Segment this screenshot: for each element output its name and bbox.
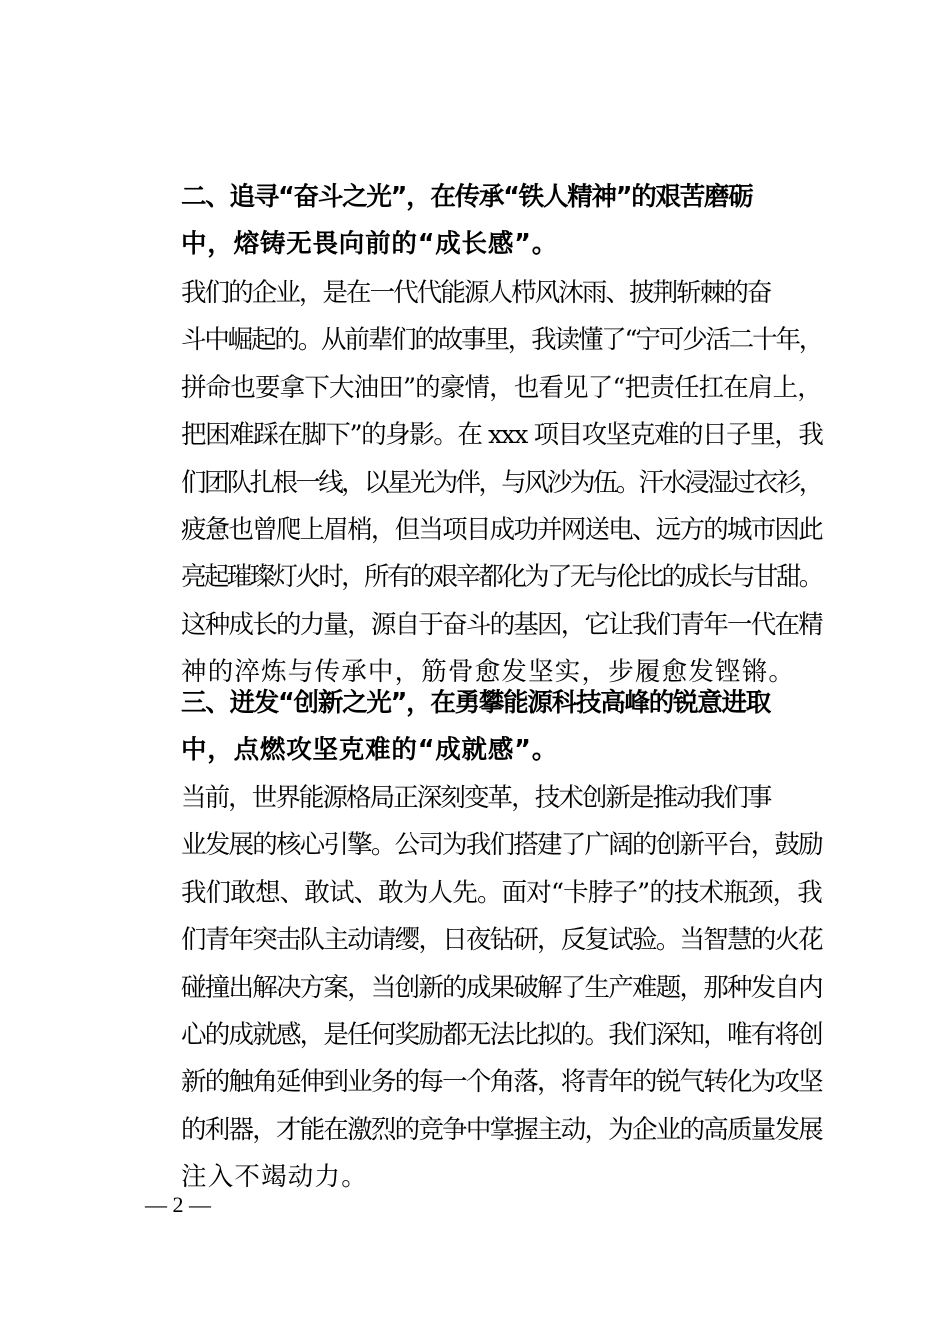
- paragraph-line: 注入不竭动力。: [181, 1162, 368, 1193]
- paragraph-line: 斗中崛起的。从前辈们的故事里，我读懂了“宁可少活二十年，: [181, 325, 823, 356]
- page-number: — 2 —: [145, 1192, 211, 1217]
- paragraph-line: 疲惫也曾爬上眉梢，但当项目成功并网送电、远方的城市因此: [181, 515, 822, 546]
- section-2-heading: [130, 174, 822, 269]
- section-3-heading: [130, 680, 822, 775]
- heading-line: 三、迸发“创新之光”，在勇攀能源科技高峰的锐意进取: [181, 688, 771, 718]
- paragraph-line: 新的触角延伸到业务的每一个角落，将青年的锐气转化为攻坚: [181, 1067, 822, 1098]
- paragraph-line: 神的淬炼与传承中，筋骨愈发坚实，步履愈发铿锵。: [181, 657, 796, 688]
- paragraph-line: 的利器，才能在激烈的竞争中掌握主动，为企业的高质量发展: [181, 1114, 822, 1145]
- paragraph-line: 把困难踩在脚下”的身影。在 xxx 项目攻坚克难的日子里，我: [181, 420, 823, 451]
- section-2-paragraph: [130, 270, 822, 697]
- paragraph-line: 当前，世界能源格局正深刻变革，技术创新是推动我们事: [181, 783, 771, 813]
- paragraph-line: 我们的企业，是在一代代能源人栉风沐雨、披荆斩棘的奋: [181, 278, 771, 308]
- paragraph-line: 我们敢想、敢试、敢为人先。面对“卡脖子”的技术瓶颈，我: [181, 877, 822, 908]
- heading-line: 中，熔铸无畏向前的“成长感”。: [181, 229, 559, 260]
- paragraph-line: 这种成长的力量，源自于奋斗的基因，它让我们青年一代在精: [181, 609, 822, 640]
- paragraph-line: 拼命也要拿下大油田”的豪情，也看见了“把责任扛在肩上，: [181, 372, 822, 403]
- paragraph-line: 碰撞出解决方案，当创新的成果破解了生产难题，那种发自内: [181, 972, 822, 1003]
- paragraph-line: 们青年突击队主动请缨，日夜钻研，反复试验。当智慧的火花: [181, 925, 822, 956]
- paragraph-line: 们团队扎根一线，以星光为伴，与风沙为伍。汗水浸湿过衣衫，: [181, 467, 822, 498]
- heading-line: 中，点燃攻坚克难的“成就感”。: [181, 735, 559, 766]
- paragraph-line: 亮起璀璨灯火时，所有的艰辛都化为了无与伦比的成长与甘甜。: [181, 562, 822, 593]
- section-3-paragraph: [130, 775, 822, 1202]
- paragraph-line: 心的成就感，是任何奖励都无法比拟的。我们深知，唯有将创: [181, 1020, 822, 1051]
- paragraph-line: 业发展的核心引擎。公司为我们搭建了广阔的创新平台，鼓励: [181, 830, 822, 861]
- heading-line: 二、追寻“奋斗之光”，在传承“铁人精神”的艰苦磨砺: [181, 182, 753, 212]
